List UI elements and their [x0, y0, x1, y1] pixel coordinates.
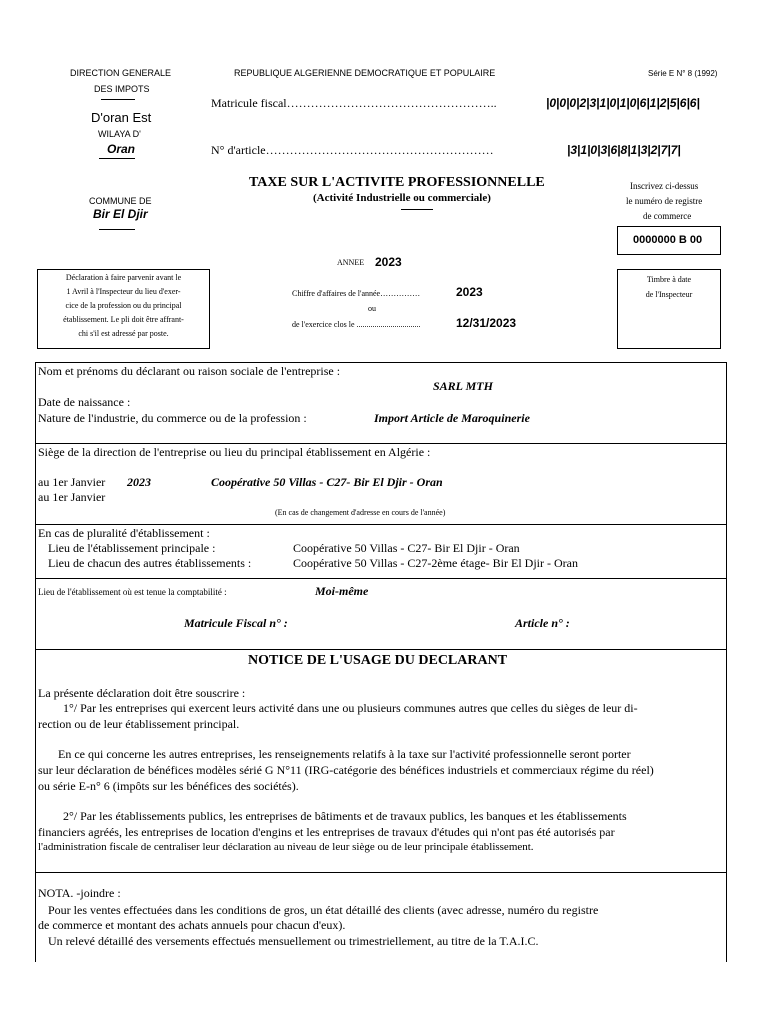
matricule-label: Matricule fiscal…………………………………………….. [211, 96, 497, 110]
register-number-box [617, 226, 721, 255]
january-label-2: au 1er Janvier [38, 490, 106, 504]
notice-paragraph: En ce qui concerne les autres entreprises, les renseignements relatifs à la taxe sur l'activité professionnelle seront porter [58, 747, 631, 761]
notice-paragraph: 2°/ Par les établissements publics, les entreprises de bâtiments et de travaux publics, les banques et les établissements [63, 809, 627, 823]
register-note-3: de commerce [643, 211, 692, 221]
birth-date-label: Date de naissance : [38, 395, 131, 409]
notice-intro: La présente déclaration doit être souscrire : [38, 686, 246, 700]
pluralite-section [35, 524, 727, 579]
nature-value: Import Article de Maroquinerie [374, 411, 530, 425]
notice-paragraph: financiers agréés, les entreprises de location d'engins et les entreprises de travaux d'études qui n'ont pas été autorisés par [38, 825, 615, 839]
siege-address: Coopérative 50 Villas - C27- Bir El Djir - Oran [211, 475, 443, 489]
chiffre-affaires-year: 2023 [456, 285, 483, 299]
exercice-date: 12/31/2023 [456, 316, 517, 330]
notice-paragraph: sur leur déclaration de bénéfices modèles sérié G N°11 (IRG-catégorie des bénéfices industriels et commerciaux régime du réel) [38, 763, 654, 777]
declarant-section [35, 362, 727, 444]
article-value: |3|1|0|3|6|8|1|3|2|7|7| [567, 143, 681, 157]
comptabilite-section [35, 578, 727, 650]
direction-line1: DIRECTION GENERALE [70, 68, 172, 78]
register-note-1: Inscrivez ci-dessus [630, 181, 699, 191]
office-name: D'oran Est [91, 110, 152, 125]
address-change-note: (En cas de changement d'adresse en cours de l'année) [275, 508, 446, 517]
submission-notice-line: 1 Avril à l'Inspecteur du lieu d'exer- [66, 287, 181, 296]
article-label: N° d'article………………………………………………… [211, 143, 494, 157]
declarant-name: SARL MTH [433, 379, 493, 393]
matricule-fiscal-label: Matricule Fiscal n° : [184, 616, 288, 630]
principal-establishment-label: Lieu de l'établissement principale : [48, 541, 216, 555]
nota-line: Un relevé détaillé des versements effectués mensuellement ou trimestriellement, au titre de la T.A.I.C. [48, 934, 539, 948]
nota-line: de commerce et montant des achats annuels pour chacun d'eux). [38, 918, 346, 932]
matricule-value: |0|0|0|2|3|1|0|1|0|6|1|2|5|6|6| [546, 96, 700, 110]
nota-section [35, 872, 727, 962]
form-subtitle: (Activité Industrielle ou commerciale) [313, 192, 491, 204]
ou-label: ou [368, 304, 376, 313]
declarant-name-label: Nom et prénoms du déclarant ou raison sociale de l'entreprise : [38, 364, 341, 378]
submission-notice-line: cice de la profession ou du principal [65, 301, 182, 310]
notice-section [35, 649, 727, 873]
other-establishments-label: Lieu de chacun des autres établissements : [48, 556, 252, 570]
january-year: 2023 [127, 475, 151, 489]
chiffre-affaires-label: Chiffre d'affaires de l'année…………… [292, 289, 421, 298]
divider [101, 99, 135, 100]
form-title: TAXE SUR L'ACTIVITE PROFESSIONNELLE [249, 175, 545, 190]
republic-title: REPUBLIQUE ALGERIENNE DEMOCRATIQUE ET POPULAIRE [234, 68, 496, 78]
notice-paragraph: l'administration fiscale de centraliser leur déclaration au niveau de leur siège ou de leur principale établissement. [38, 841, 534, 853]
notice-paragraph: ou série E-n° 6 (impôts sur les bénéfices des sociétés). [38, 779, 299, 793]
comptabilite-label: Lieu de l'établissement où est tenue la comptabilité : [38, 587, 227, 597]
principal-establishment-value: Coopérative 50 Villas - C27- Bir El Djir - Oran [293, 541, 520, 555]
siege-label: Siège de la direction de l'entreprise ou lieu du principal établissement en Algérie : [38, 445, 431, 459]
commune-value: Bir El Djir [93, 207, 148, 221]
pluralite-label: En cas de pluralité d'établissement : [38, 526, 210, 540]
january-label-1: au 1er Janvier [38, 475, 106, 489]
submission-notice-line: établissement. Le pli doit être affrant- [63, 315, 184, 324]
wilaya-value: Oran [107, 142, 136, 156]
siege-section [35, 443, 727, 525]
divider [401, 209, 433, 210]
inspector-stamp-box [617, 269, 721, 349]
comptabilite-value: Moi-même [315, 584, 369, 598]
register-number: 0000000 B 00 [633, 234, 703, 246]
other-establishments-value: Coopérative 50 Villas - C27-2ème étage- Bir El Djir - Oran [293, 556, 578, 570]
divider [99, 229, 135, 230]
notice-paragraph: rection ou de leur établissement principal. [38, 717, 240, 731]
annee-label: ANNEE [337, 258, 365, 267]
nota-title: NOTA. -joindre : [38, 886, 121, 900]
direction-line2: DES IMPOTS [94, 84, 150, 94]
submission-notice-line: Déclaration à faire parvenir avant le [65, 273, 182, 282]
stamp-line-1: Timbre à date [646, 275, 692, 284]
register-note-2: le numéro de registre [626, 196, 703, 206]
commune-label: COMMUNE DE [89, 196, 152, 206]
notice-paragraph: 1°/ Par les entreprises qui exercent leurs activité dans une ou plusieurs communes autres que celles du sièges de leur di- [63, 701, 638, 715]
divider [99, 158, 135, 159]
submission-notice-box [37, 269, 210, 349]
notice-title: NOTICE DE L'USAGE DU DECLARANT [248, 653, 508, 668]
annee-value: 2023 [375, 255, 402, 269]
exercice-label: de l'exercice clos le ................................ [292, 320, 421, 329]
submission-notice-line: chi s'il est adressé par poste. [78, 329, 169, 338]
serie-label: Série E N° 8 (1992) [648, 69, 718, 78]
nota-line: Pour les ventes effectuées dans les conditions de gros, un état détaillé des clients (avec adresse, numéro du registre [48, 903, 599, 917]
article-number-label: Article n° : [515, 616, 570, 630]
nature-label: Nature de l'industrie, du commerce ou de la profession : [38, 411, 307, 425]
wilaya-label: WILAYA D' [98, 129, 141, 139]
stamp-line-2: de l'Inspecteur [645, 290, 693, 299]
